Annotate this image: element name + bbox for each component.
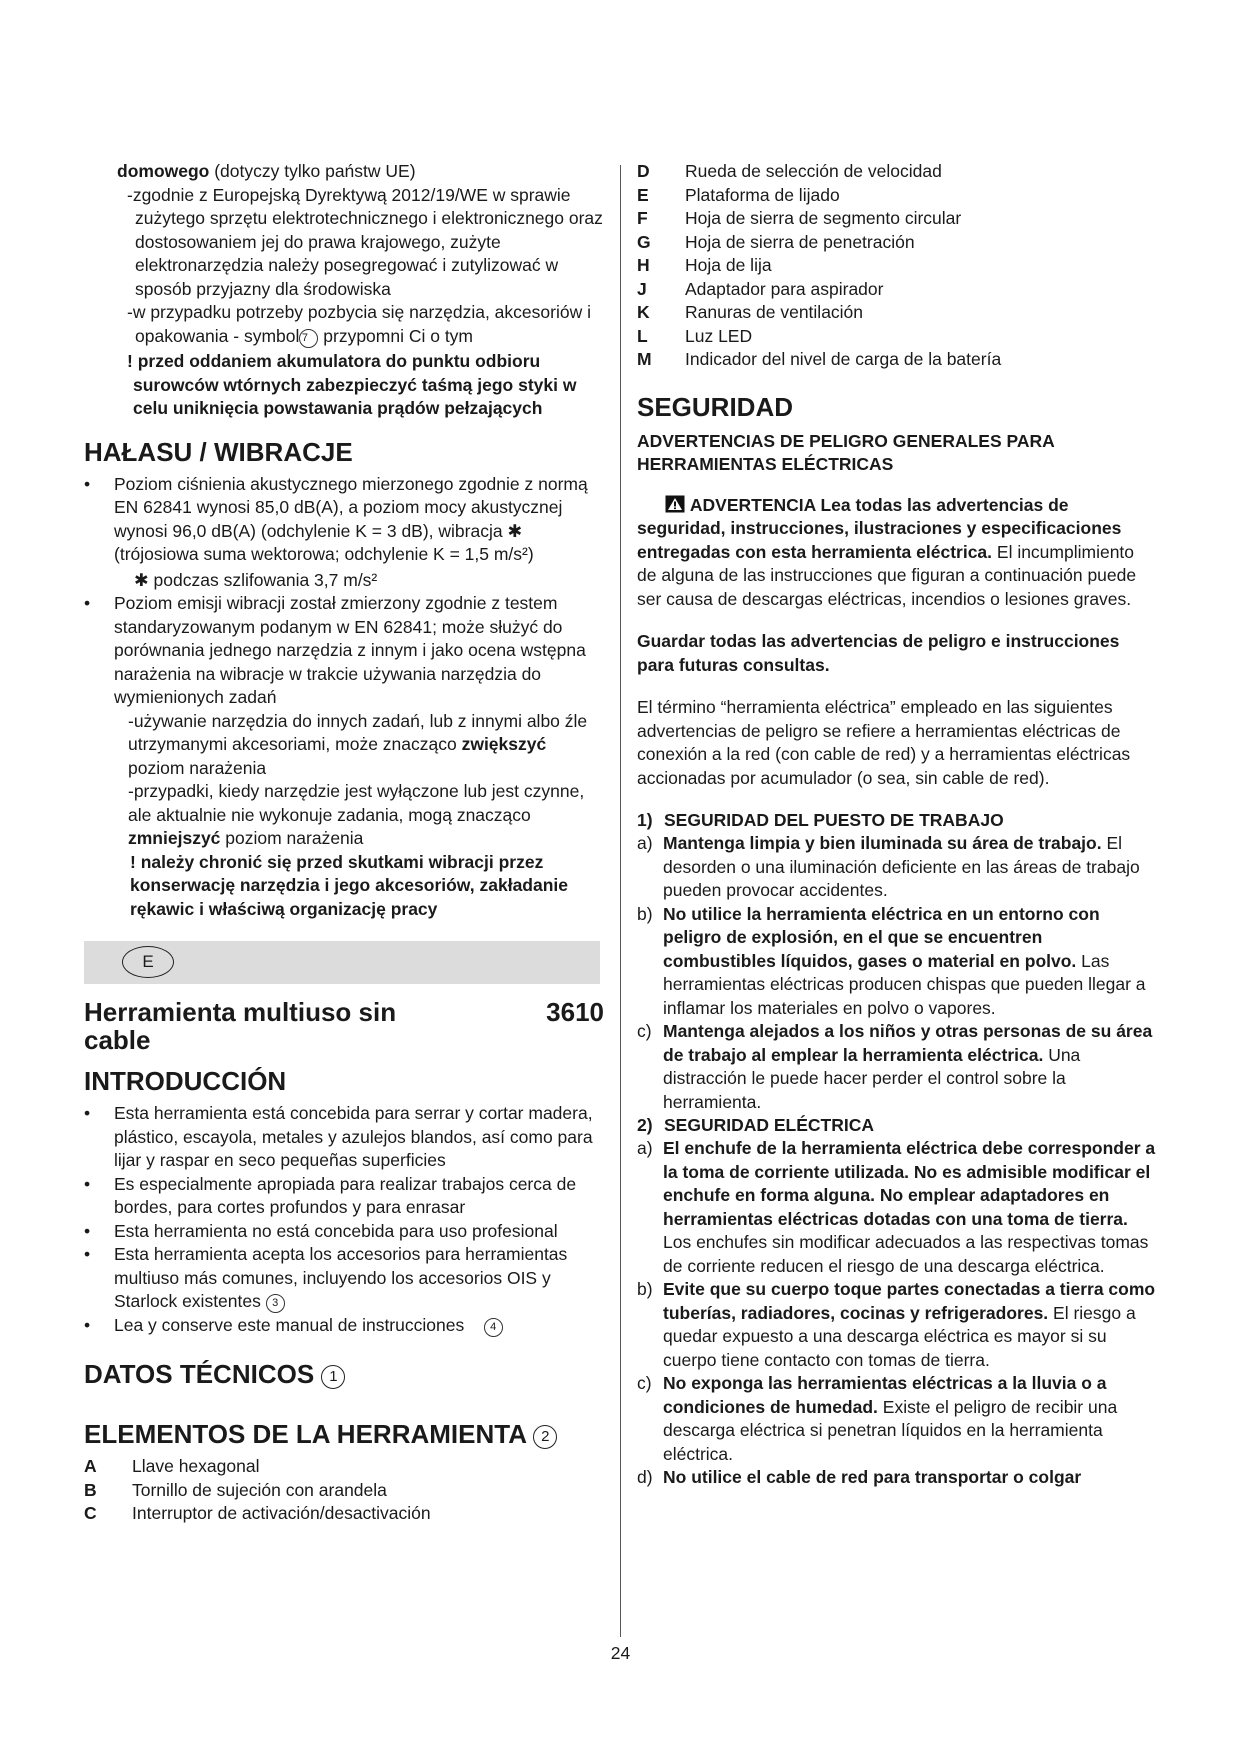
section-title: 2) SEGURIDAD ELÉCTRICA	[637, 1115, 875, 1135]
ref-circle: 7	[299, 329, 318, 348]
section-title: 1) SEGURIDAD DEL PUESTO DE TRABAJO	[637, 810, 1004, 830]
asterisk-icon: ✱	[134, 569, 149, 590]
element-row: J Adaptador para aspirador	[637, 278, 884, 299]
ref-circle: 2	[533, 1425, 557, 1449]
noise-list	[84, 473, 604, 922]
noise-subitem-2: -przypadki, kiedy narzędzie jest wyłączone lub jest czynne, ale aktualnie nie wykonuje zadania, mogą znacząco zmniejszyć poziom narażenia	[128, 781, 585, 848]
element-row: E Plataforma de lijado	[637, 184, 840, 205]
workplace-safety	[637, 809, 1157, 1114]
list-item: • Esta herramienta no está concebida para uso profesional	[84, 1220, 594, 1244]
elements-list-continued	[637, 160, 1157, 372]
list-item: b) No utilice la herramienta eléctrica en un entorno con peligro de explosión, en el que se encuentren combustibles líquidos, gases o material en polvo. Las herramientas eléctricas producen chispas que pueden llegar a inflamar los materiales en polvo o vapores.	[637, 903, 1146, 1018]
language-badge: E	[122, 946, 174, 978]
warning-triangle-icon	[665, 495, 685, 513]
sanding-line: ✱ podczas szlifowania 3,7 m/s²	[134, 569, 378, 590]
ref-circle: 3	[266, 1294, 285, 1313]
list-item: • Es especialmente apropiada para realizar trabajos cerca de bordes, para cortes profundos y para enrasar	[84, 1173, 594, 1220]
disposal-item-1: -zgodnie z Europejską Dyrektywą 2012/19/WE w sprawie zużytego sprzętu elektrotechnicznego i elektronicznego oraz dostosowaniem jej do prawa krajowego, zużyte elektronarzędzia należy posegregować i zutylizować w sposób przyjazny dla środowiska	[127, 184, 603, 299]
product-name: Herramienta multiuso sin	[84, 997, 397, 1027]
product-title	[84, 998, 604, 1054]
product-model: 3610	[546, 997, 604, 1027]
element-row: G Hoja de sierra de penetración	[637, 231, 915, 252]
language-band	[84, 941, 600, 984]
intro-list	[84, 1102, 594, 1337]
disposal-warning: ! przed oddaniem akumulatora do punktu odbioru surowców wtórnych zabezpieczyć taśmą jego styki w celu uniknięcia powstawania prądów pełzających	[127, 351, 577, 418]
element-row: K Ranuras de ventilación	[637, 302, 864, 322]
noise-heading: HAŁASU / WIBRACJE	[84, 436, 353, 467]
list-item: c) Mantenga alejados a los niños y otras personas de su área de trabajo al emplear la herramienta eléctrica. Una distracción le puede hacer perder el control sobre la herramienta.	[637, 1021, 1153, 1112]
list-item: • Esta herramienta acepta los accesorios para herramientas multiuso más comunes, incluyendo los accesorios OIS y Starlock existentes 3	[84, 1243, 594, 1314]
list-item: a) El enchufe de la herramienta eléctrica debe corresponder a la toma de corriente utilizada. No es admisible modificar el enchufe en forma alguna. No emplear adaptadores en herramientas eléctricas dotadas con una toma de tierra. Los enchufes sin modificar adecuados a las respectivas tomas de corriente reducen el riesgo de una descarga eléctrica.	[637, 1138, 1156, 1276]
asterisk-icon: ✱	[507, 520, 523, 541]
disposal-lead: domowego (dotyczy tylko państw UE)	[117, 161, 416, 181]
electrical-safety	[637, 1114, 1157, 1490]
ref-circle: 1	[321, 1365, 345, 1389]
list-item: • Lea y conserve este manual de instrucciones 4	[84, 1314, 594, 1338]
column-divider	[620, 165, 621, 1637]
left-column	[84, 161, 604, 1526]
right-column	[637, 161, 1157, 1490]
tech-heading: DATOS TÉCNICOS 1	[84, 1359, 604, 1389]
list-item: a) Mantenga limpia y bien iluminada su área de trabajo. El desorden o una iluminación deficiente en las áreas de trabajo pueden provocar accidentes.	[637, 833, 1140, 900]
disposal-section	[84, 160, 604, 421]
elements-list	[84, 1455, 604, 1526]
keep-instructions: Guardar todas las advertencias de peligro e instrucciones para futuras consultas.	[637, 631, 1120, 675]
term-definition: El término “herramienta eléctrica” empleado en las siguientes advertencias de peligro se refiere a herramientas eléctricas de conexión a la red (con cable de red) y a herramientas eléctricas accionadas por acumulador (o sea, sin cable de red).	[637, 697, 1131, 788]
intro-section	[84, 1066, 604, 1337]
list-item: • Poziom ciśnienia akustycznego mierzonego zgodnie z normą EN 62841 wynosi 85,0 dB(A), a poziom mocy akustycznej wynosi 96,0 dB(A) (odchylenie K = 3 dB), wibracja ✱ (trójosiowa suma wektorowa; odchylenie K = 1,5 m/s²) ✱ podczas szlifowania 3,7 m/s²	[84, 473, 604, 593]
list-item: b) Evite que su cuerpo toque partes conectadas a tierra como tuberías, radiadores, cocinas y refrigeradores. El riesgo a quedar expuesto a una descarga eléctrica es mayor si su cuerpo tiene contacto con tomas de tierra.	[637, 1279, 1156, 1370]
element-row: A Llave hexagonal	[84, 1456, 260, 1476]
list-item: • Poziom emisji wibracji został zmierzony zgodnie z testem standaryzowanym podanym w EN 62841; może służyć do porównania jednego narzędzia z innym i jako ocena wstępna narażenia na wibracje w trakcie używania narzędzia do wymienionych zadań -używanie narzędzia do innych zadań, lub z innymi albo źle utrzymanymi akcesoriami, może znacząco zwiększyć poziom narażenia -przypadki, kiedy narzędzie jest wyłączone lub jest czynne, ale aktualnie nie wykonuje zadania, mogą znacząco zmniejszyć poziom narażenia ! należy chronić się przed skutkami wibracji przez konserwację narzędzia i jego akcesoriów, zakładanie rękawic i właściwą organizację pracy	[84, 592, 604, 921]
element-row: F Hoja de sierra de segmento circular	[637, 208, 962, 228]
general-warning: ADVERTENCIA Lea todas las advertencias de seguridad, instrucciones, ilustraciones y especificaciones entregadas con esta herramienta eléctrica. El incumplimiento de alguna de las instrucciones que figuran a continuación puede ser causa de descargas eléctricas, incendios o lesiones graves.	[637, 494, 1137, 609]
ref-circle: 4	[484, 1318, 503, 1337]
element-row: M Indicador del nivel de carga de la batería	[637, 349, 1002, 369]
noise-warning: ! należy chronić się przed skutkami wibracji przez konserwację narzędzia i jego akcesoriów, zakładanie rękawic i właściwą organizację pracy	[130, 851, 569, 919]
disposal-item-2: -w przypadku potrzeby pozbycia się narzędzia, akcesoriów i opakowania - symbol 7 przypomni Ci o tym	[127, 302, 591, 346]
noise-section	[84, 437, 604, 922]
element-row: D Rueda de selección de velocidad	[637, 161, 942, 181]
elements-heading: ELEMENTOS DE LA HERRAMIENTA 2	[84, 1419, 604, 1449]
intro-heading: INTRODUCCIÓN	[84, 1066, 287, 1096]
page-number: 24	[610, 1643, 631, 1663]
element-row: L Luz LED	[637, 325, 753, 346]
element-row: C Interruptor de activación/desactivación	[84, 1503, 431, 1523]
element-row: B Tornillo de sujeción con arandela	[84, 1479, 387, 1500]
general-warnings-heading: ADVERTENCIAS DE PELIGRO GENERALES PARA HERRAMIENTAS ELÉCTRICAS	[637, 430, 1055, 474]
list-item: c) No exponga las herramientas eléctricas a la lluvia o a condiciones de humedad. Existe el peligro de recibir una descarga eléctrica si penetran líquidos en la herramienta eléctrica.	[637, 1373, 1118, 1464]
safety-heading: SEGURIDAD	[637, 391, 794, 422]
noise-subitem-1: -używanie narzędzia do innych zadań, lub z innymi albo źle utrzymanymi akcesoriami, może znacząco zwiększyć poziom narażenia	[128, 710, 588, 778]
element-row: H Hoja de lija	[637, 255, 772, 275]
product-name-line2: cable	[84, 1025, 151, 1055]
list-item: • Esta herramienta está concebida para serrar y cortar madera, plástico, escayola, metales y azulejos blandos, así como para lijar y raspar en seco pequeñas superficies	[84, 1102, 594, 1173]
list-item: d) No utilice el cable de red para transportar o colgar	[637, 1467, 1082, 1487]
